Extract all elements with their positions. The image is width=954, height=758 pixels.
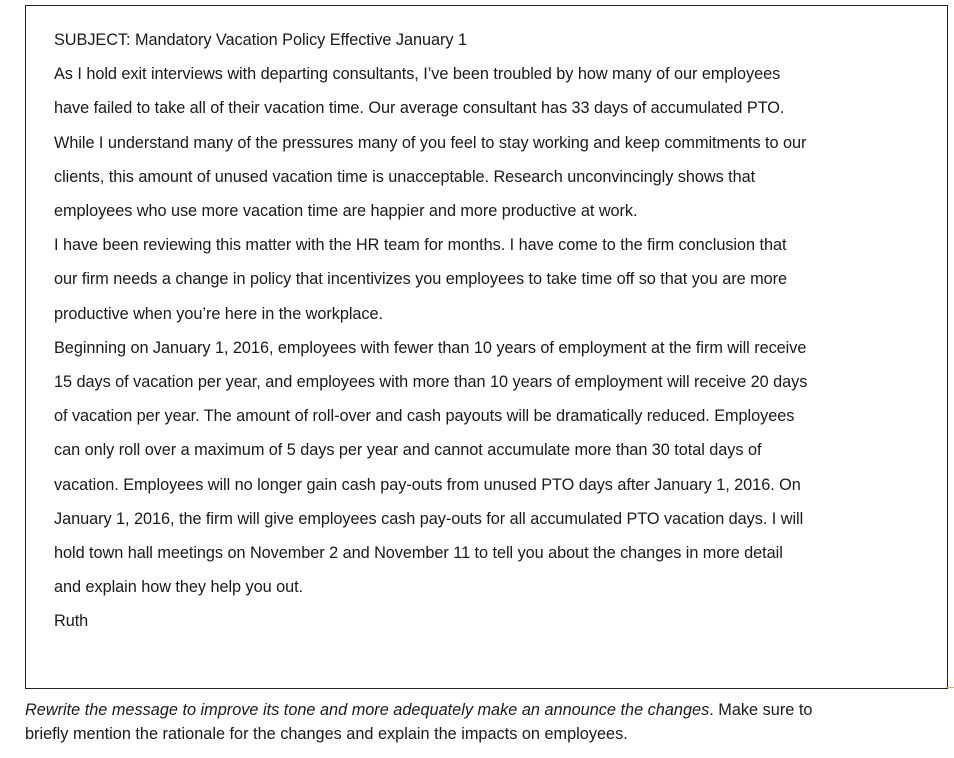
instructions-line-1 bbox=[25, 698, 935, 722]
memo-line: I have been reviewing this matter with the HR team for months. I have come to the firm conclusion that bbox=[54, 236, 787, 255]
memo-line: Beginning on January 1, 2016, employees with fewer than 10 years of employment at the firm will receive bbox=[54, 338, 807, 357]
memo-line: While I understand many of the pressures many of you feel to stay working and keep commitments to our bbox=[54, 133, 807, 152]
memo-line: January 1, 2016, the firm will give employees cash pay-outs for all accumulated PTO vacation days. I will bbox=[54, 509, 804, 528]
memo-signature: Ruth bbox=[54, 612, 89, 631]
instructions-rest: . Make sure to bbox=[709, 701, 813, 719]
memo-line: 15 days of vacation per year, and employees with more than 10 years of employment will receive 20 days bbox=[54, 373, 808, 392]
memo-line: employees who use more vacation time are happier and more productive at work. bbox=[54, 202, 638, 221]
instructions-line-2: briefly mention the rationale for the changes and explain the impacts on employees. bbox=[25, 725, 628, 743]
memo-line: clients, this amount of unused vacation time is unacceptable. Research unconvincingly shows that bbox=[54, 167, 756, 186]
memo-line: our firm needs a change in policy that incentivizes you employees to take time off so that you are more bbox=[54, 270, 788, 289]
memo-line: productive when you’re here in the workplace. bbox=[54, 304, 383, 323]
memo-line: hold town hall meetings on November 2 and November 11 to tell you about the changes in more detail bbox=[54, 544, 783, 563]
memo-line: vacation. Employees will no longer gain cash pay-outs from unused PTO days after January 1, 2016. On bbox=[54, 475, 801, 494]
instructions-italic: Rewrite the message to improve its tone and more adequately make an announce the changes bbox=[25, 701, 710, 719]
memo-line: As I hold exit interviews with departing consultants, I’ve been troubled by how many of our employees bbox=[54, 65, 781, 84]
memo-line: of vacation per year. The amount of roll-over and cash payouts will be dramatically reduced. Employees bbox=[54, 407, 795, 426]
memo-content bbox=[54, 23, 934, 639]
memo-line: and explain how they help you out. bbox=[54, 578, 304, 597]
memo-subject: SUBJECT: Mandatory Vacation Policy Effective January 1 bbox=[54, 31, 467, 49]
memo-line: can only roll over a maximum of 5 days per year and cannot accumulate more than 30 total days of bbox=[54, 441, 762, 460]
memo-line: have failed to take all of their vacation time. Our average consultant has 33 days of accumulated PTO. bbox=[54, 99, 785, 118]
accent-rule bbox=[946, 687, 954, 688]
memo-box bbox=[25, 5, 948, 689]
instructions bbox=[25, 698, 935, 746]
